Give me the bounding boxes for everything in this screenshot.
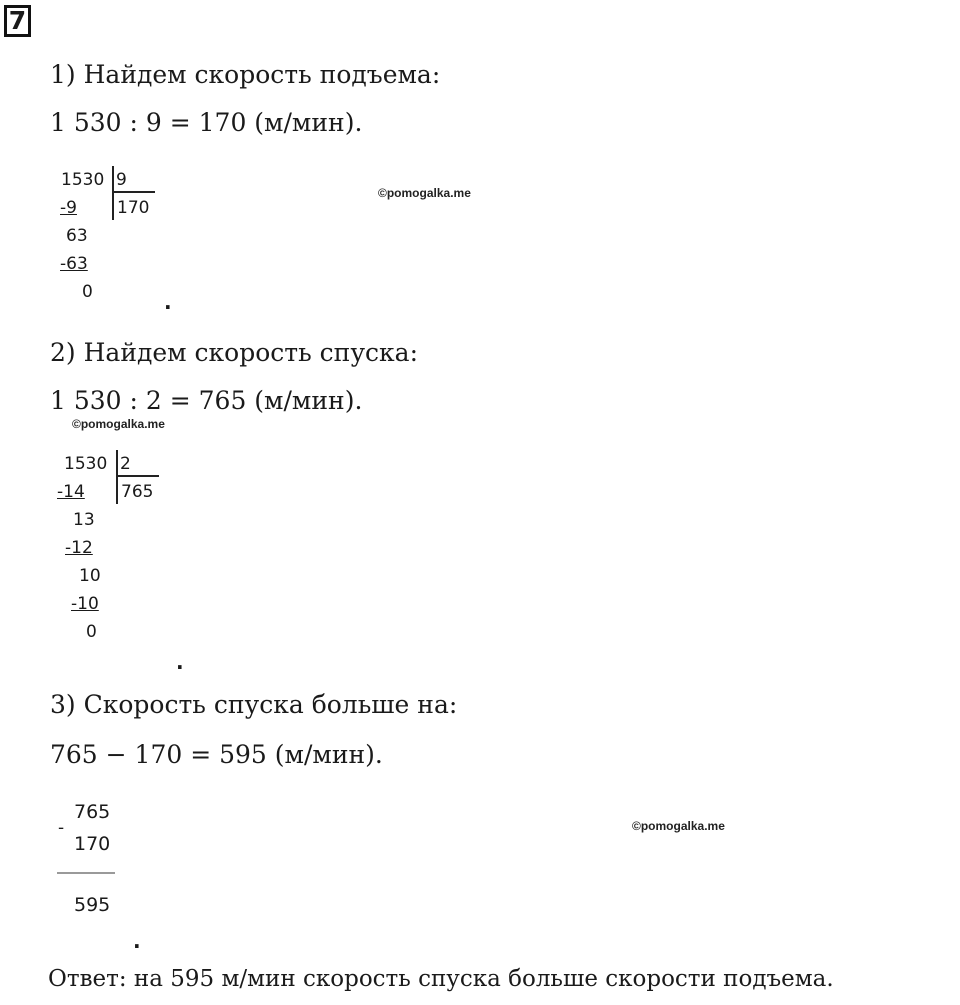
- step2-equation: 1 530 : 2 = 765 (м/мин).: [50, 386, 363, 415]
- step2-heading: 2) Найдем скорость спуска:: [50, 338, 419, 367]
- step1-row: 63: [66, 226, 88, 246]
- step3-result-line: [57, 872, 115, 874]
- answer-text: Ответ: на 595 м/мин скорость спуска больше скорости подъема.: [48, 966, 834, 992]
- task-number: 7: [4, 5, 31, 37]
- watermark: ©pomogalka.me: [378, 186, 471, 200]
- step1-equation: 1 530 : 9 = 170 (м/мин).: [50, 108, 363, 137]
- watermark: ©pomogalka.me: [72, 417, 165, 431]
- step3-heading: 3) Скорость спуска больше на:: [50, 690, 458, 719]
- step2-division-bar: [116, 450, 118, 504]
- step2-divisor: 2: [120, 454, 131, 474]
- step1-row: -63: [60, 254, 88, 274]
- step3-minuend: 765: [74, 801, 111, 823]
- step2-quotient: 765: [121, 482, 154, 502]
- step3-equation: 765 − 170 = 595 (м/мин).: [50, 740, 383, 769]
- step2-row: -10: [71, 594, 99, 614]
- step1-quotient: 170: [117, 198, 150, 218]
- step1-dividend: 1530: [61, 170, 105, 190]
- step2-quotient-line: [117, 475, 159, 477]
- step2-dot: .: [176, 650, 184, 674]
- step3-subtrahend: 170: [74, 833, 111, 855]
- step1-heading: 1) Найдем скорость подъема:: [50, 60, 441, 89]
- step2-row: -14: [57, 482, 85, 502]
- step1-row: -9: [60, 198, 77, 218]
- step1-dot: .: [164, 290, 172, 314]
- step2-row: 0: [86, 622, 97, 642]
- step1-divisor: 9: [116, 170, 127, 190]
- step1-quotient-line: [113, 191, 155, 193]
- step1-division-bar: [112, 166, 114, 220]
- step3-dot: .: [133, 929, 141, 953]
- watermark: ©pomogalka.me: [632, 819, 725, 833]
- step1-row: 0: [82, 282, 93, 302]
- step3-result: 595: [74, 894, 111, 916]
- step2-row: 13: [73, 510, 95, 530]
- step2-row: -12: [65, 538, 93, 558]
- step3-minus-sign: -: [58, 818, 65, 838]
- step2-row: 10: [79, 566, 101, 586]
- step2-dividend: 1530: [64, 454, 108, 474]
